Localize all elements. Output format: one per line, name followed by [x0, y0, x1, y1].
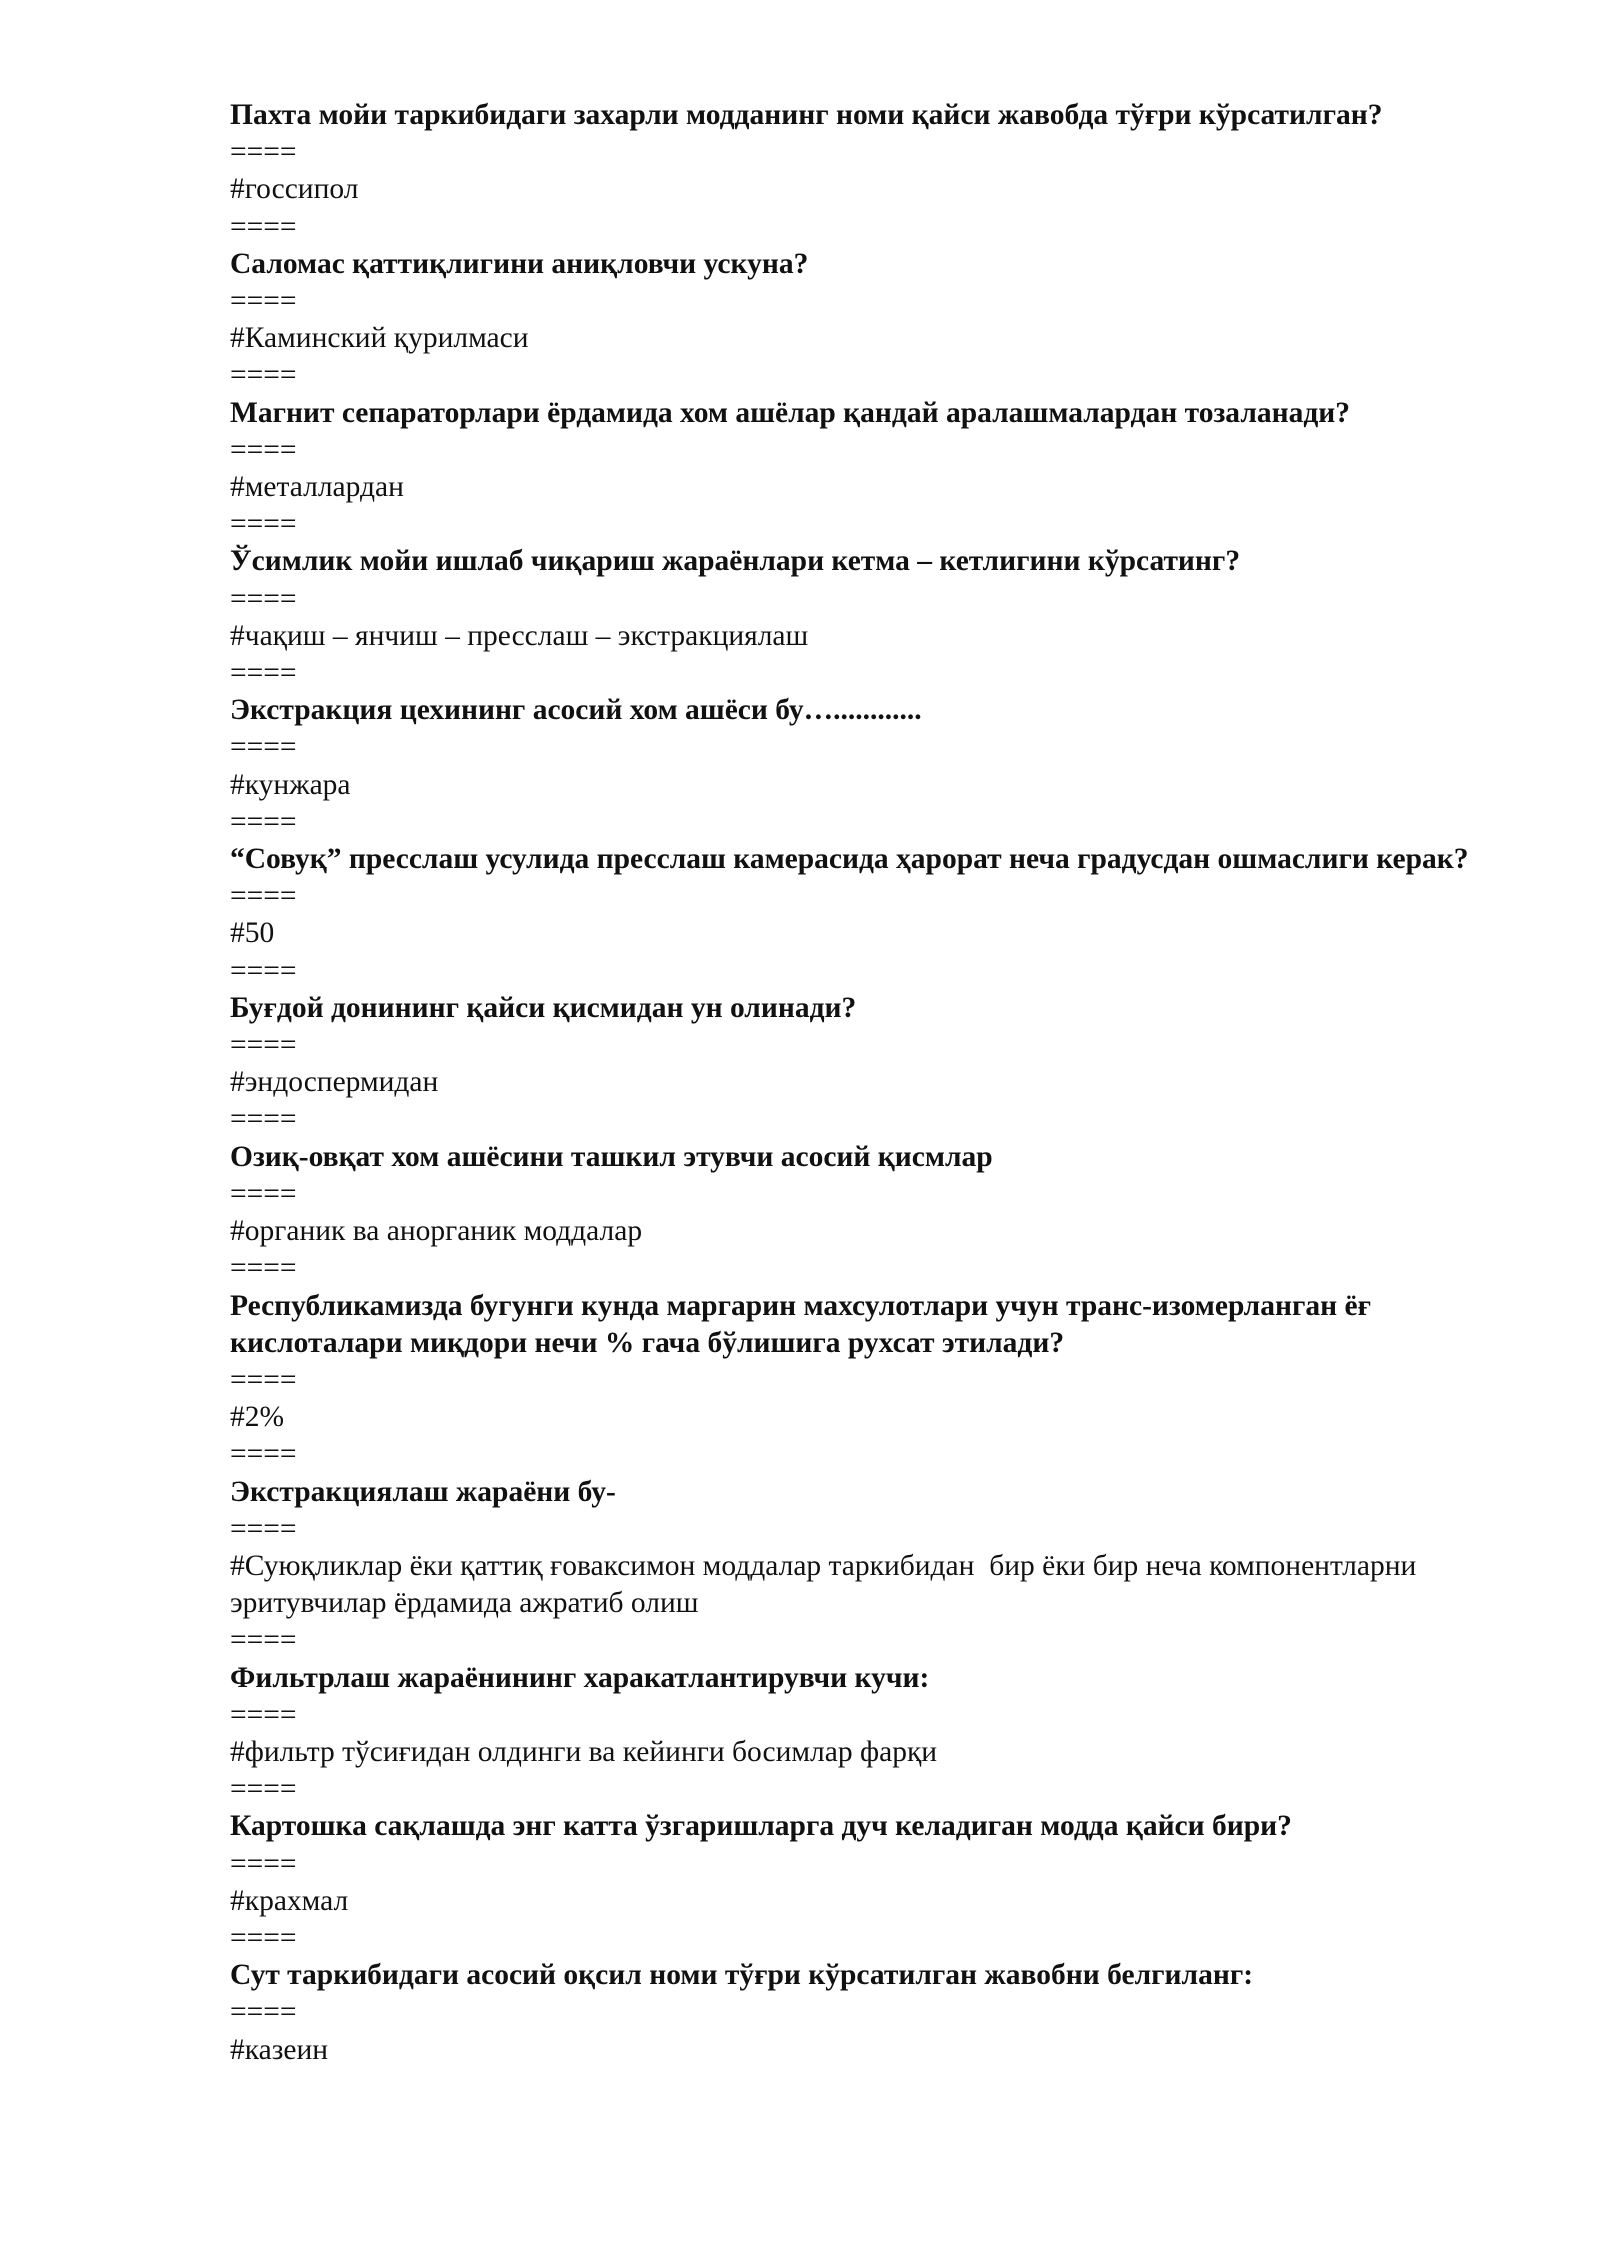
- answer-text: #крахмал: [230, 1884, 349, 1917]
- separator: ====: [230, 1773, 297, 1806]
- separator: ====: [230, 880, 297, 913]
- question-item-12: [230, 1808, 1530, 1957]
- separator: ====: [230, 1103, 297, 1136]
- question-text: Буғдой донининг қайси қисмидан ун олинади?: [230, 991, 857, 1024]
- separator: ====: [230, 1847, 297, 1880]
- separator: ====: [230, 582, 297, 615]
- question-text: Картошка сақлашда энг катта ўзгаришларга дуч келадиган модда қайси бири?: [230, 1810, 1292, 1843]
- question-item-5: [230, 692, 1530, 841]
- separator: ====: [230, 359, 297, 392]
- separator: ====: [230, 433, 297, 466]
- question-item-9: [230, 1288, 1530, 1474]
- question-item-3: [230, 395, 1530, 544]
- separator: ====: [230, 954, 297, 987]
- separator: ====: [230, 731, 297, 764]
- separator: ====: [230, 508, 297, 541]
- question-item-6: [230, 841, 1530, 990]
- separator: ====: [230, 1996, 297, 2029]
- answer-text: #чақиш – янчиш – пресслаш – экстракциялаш: [230, 619, 809, 652]
- question-text: Озиқ-овқат хом ашёсини ташкил этувчи асосий қисмлар: [230, 1140, 993, 1173]
- answer-text: #фильтр тўсиғидан олдинги ва кейинги босимлар фарқи: [230, 1735, 938, 1768]
- answer-text: #Каминский қурилмаси: [230, 322, 529, 355]
- question-item-8: [230, 1139, 1530, 1288]
- question-text: “Совуқ” пресслаш усулида пресслаш камерасида ҳарорат неча градусдан ошмаслиги керак?: [230, 843, 1469, 876]
- question-item-7: [230, 990, 1530, 1139]
- question-text: Экстракциялаш жараёни бу-: [230, 1475, 616, 1508]
- separator: ====: [230, 1698, 297, 1731]
- separator: ====: [230, 210, 297, 243]
- answer-text: #кунжара: [230, 768, 351, 801]
- answer-text: #50: [230, 917, 275, 950]
- question-item-1: [230, 97, 1530, 246]
- separator: ====: [230, 657, 297, 690]
- separator: ====: [230, 1363, 297, 1396]
- question-text: Республикамизда бугунги кунда маргарин махсулотлари учун транс-изомерланган ёғ кислоталари миқдори нечи % гача бўлишига рухсат этилади?: [230, 1289, 1386, 1359]
- answer-text: #2%: [230, 1401, 285, 1434]
- separator: ====: [230, 805, 297, 838]
- question-item-10: [230, 1474, 1530, 1660]
- separator: ====: [230, 1438, 297, 1471]
- answer-text: #эндоспермидан: [230, 1066, 439, 1099]
- question-text: Фильтрлаш жараёнининг харакатлантирувчи кучи:: [230, 1661, 930, 1694]
- question-item-2: [230, 246, 1530, 395]
- answer-text: #металлардан: [230, 471, 404, 504]
- separator: ====: [230, 285, 297, 318]
- question-text: Ўсимлик мойи ишлаб чиқариш жараёнлари кетма – кетлигини кўрсатинг?: [230, 545, 1241, 578]
- question-text: Магнит сепараторлари ёрдамида хом ашёлар қандай аралашмалардан тозаланади?: [230, 396, 1351, 429]
- answer-text: #казеин: [230, 2033, 329, 2066]
- answer-text: #Суюқликлар ёки қаттиқ ғоваксимон моддалар таркибидан бир ёки бир неча компонентларни эритувчилар ёрдамида ажратиб олиш: [230, 1549, 1424, 1620]
- separator: ====: [230, 1029, 297, 1062]
- test-document: [230, 97, 1530, 2069]
- separator: ====: [230, 1252, 297, 1285]
- answer-text: #госсипол: [230, 173, 359, 206]
- question-text: Пахта мойи таркибидаги захарли модданинг номи қайси жавобда тўғри кўрсатилган?: [230, 99, 1383, 131]
- separator: ====: [230, 1512, 297, 1545]
- separator: ====: [230, 1624, 297, 1657]
- separator: ====: [230, 1177, 297, 1210]
- question-item-13: [230, 1957, 1530, 2069]
- answer-text: #органик ва анорганик моддалар: [230, 1215, 643, 1248]
- question-text: Саломас қаттиқлигини аниқловчи ускуна?: [230, 247, 809, 280]
- question-item-11: [230, 1660, 1530, 1809]
- question-text: Экстракция цехининг асосий хом ашёси бу…............: [230, 694, 922, 727]
- question-text: Сут таркибидаги асосий оқсил номи тўғри кўрсатилган жавобни белгиланг:: [230, 1959, 1254, 1992]
- separator: ====: [230, 136, 297, 169]
- separator: ====: [230, 1921, 297, 1954]
- question-item-4: [230, 543, 1530, 692]
